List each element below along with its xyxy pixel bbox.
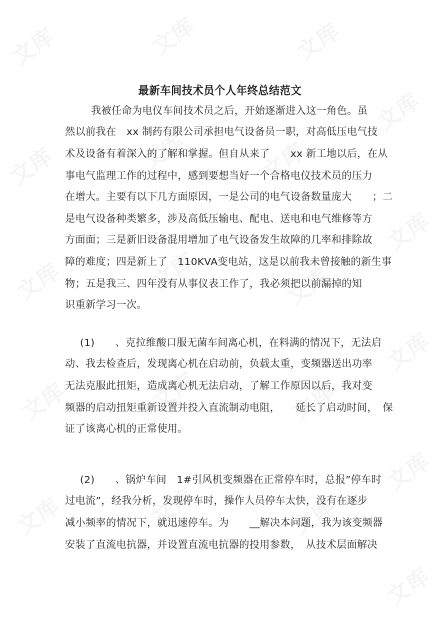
paragraph-line: 物；五是我三、四年没有从事仪表工作了，我必须把以前漏掉的知 <box>65 279 363 290</box>
paragraph-line: 方面面；三是新旧设备混用增加了电气设备发生故障的几率和排除故 <box>65 235 373 246</box>
paragraph-line: 然以前我在 xx 制药有限公司承担电气设备员一职，对高低压电气技 <box>65 127 378 138</box>
paragraph-line: 事电气监理工作的过程中，感到要想当好一个合格电仪技术员的压力 <box>65 171 373 182</box>
document-title: 最新车间技术员个人年终总结范文 <box>138 85 302 97</box>
watermark: 文库 <box>13 493 66 541</box>
watermark: 文库 <box>138 128 191 176</box>
list-item-line: (2) 、锅炉车间 1#引风机变频器在正常停车时，总报”停车时 <box>80 475 382 486</box>
watermark: 文库 <box>283 263 336 311</box>
watermark: 文库 <box>18 378 71 426</box>
watermark: 文库 <box>148 483 201 531</box>
list-item-line: 频器的启动扭矩重新设置并投入直流制动电阻， 延长了启动时间， 保 <box>65 403 393 414</box>
paragraph-line: 障的难度；四是新上了 110KVA变电站，这是以前我未曾接触的新生事 <box>65 257 392 268</box>
paragraph-line: 识重新学习一次。 <box>65 300 147 311</box>
watermark: 文库 <box>148 368 201 416</box>
watermark: 文库 <box>258 138 311 186</box>
watermark: 文库 <box>373 88 426 136</box>
watermark: 文库 <box>383 563 436 611</box>
watermark: 文库 <box>383 448 436 496</box>
watermark: 文库 <box>8 23 61 71</box>
list-item-line: 安装了直流电抗器，并设置直流电抗器的投用参数， 从技术层面解决 <box>65 540 378 551</box>
list-item-line: 动、我去检查后，发现离心机在启动前，负载太重，变频器送出功率 <box>65 359 373 370</box>
paragraph-line: 我被任命为电仪车间技术员之后，开始逐渐进入这一角色。虽 <box>91 106 368 117</box>
watermark: 文库 <box>383 328 436 376</box>
watermark: 文库 <box>148 248 201 296</box>
watermark: 文库 <box>288 493 341 541</box>
list-item-line: 无法克服此扭矩，造成离心机无法启动，了解工作原因以后，我对变 <box>65 381 373 392</box>
watermark: 文库 <box>293 18 346 66</box>
paragraph-line: 在增大。主要有以下几方面原因，一是公司的电气设备数量庞大 ；二 <box>65 192 393 203</box>
list-item-line: 过电流”，经我分析，发现停车时，操作人员停车太快，没有在逐步 <box>65 496 368 507</box>
list-item-line: 证了该离心机的正常使用。 <box>65 424 188 435</box>
list-item-line: 减小频率的情况下，就迅速停车。为 __解决本问题，我为该变频器 <box>65 518 383 529</box>
paragraph-line: 是电气设备种类繁多，涉及高低压输电、配电、送电和电气维修等方 <box>65 214 373 225</box>
paragraph-line: 术及设备有着深入的了解和掌握。但自从来了 xx 新工地以后，在从 <box>65 149 388 160</box>
watermark: 文库 <box>148 13 201 61</box>
watermark: 文库 <box>288 378 341 426</box>
list-item-line: (1) 、克拉维酸口服无菌车间离心机，在料满的情况下，无法启 <box>80 338 382 349</box>
watermark: 文库 <box>6 143 59 191</box>
watermark: 文库 <box>13 258 66 306</box>
watermark: 文库 <box>383 208 436 256</box>
